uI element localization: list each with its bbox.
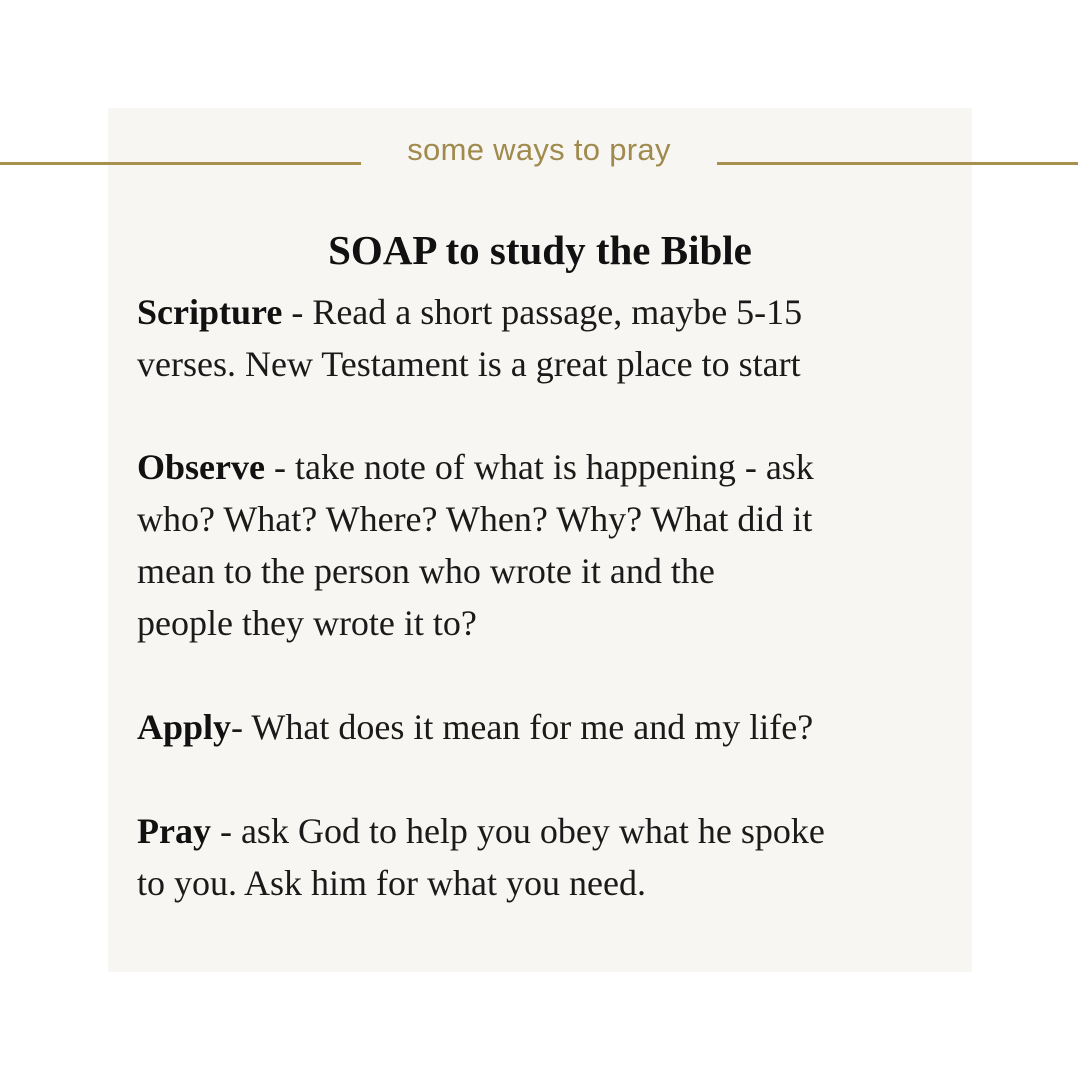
- section-text: - ask God to help you obey what he spoke: [210, 811, 825, 851]
- section-apply: [137, 701, 947, 753]
- divider-right: [717, 162, 1078, 165]
- section-line: [137, 441, 947, 493]
- divider-left: [0, 162, 361, 165]
- section-term: Scripture: [137, 292, 283, 332]
- section-line: [137, 286, 947, 338]
- section-line: people they wrote it to?: [137, 603, 477, 643]
- section-term: Observe: [137, 447, 265, 487]
- section-line: [137, 805, 947, 857]
- section-line: who? What? Where? When? Why? What did it: [137, 499, 813, 539]
- section-text: - Read a short passage, maybe 5-15: [282, 292, 803, 332]
- section-term: Pray: [137, 811, 211, 851]
- section-observe: [137, 441, 947, 649]
- section-term: Apply: [137, 707, 232, 747]
- section-scripture: [137, 286, 947, 390]
- section-line: to you. Ask him for what you need.: [137, 863, 646, 903]
- page-title: SOAP to study the Bible: [328, 227, 752, 273]
- section-text: - What does it mean for me and my life?: [231, 707, 814, 747]
- kicker-heading: some ways to pray: [407, 132, 671, 167]
- section-line: verses. New Testament is a great place to start: [137, 344, 801, 384]
- section-pray: [137, 805, 947, 909]
- section-line: mean to the person who wrote it and the: [137, 551, 715, 591]
- section-line: [137, 701, 947, 753]
- section-text: - take note of what is happening - ask: [264, 447, 814, 487]
